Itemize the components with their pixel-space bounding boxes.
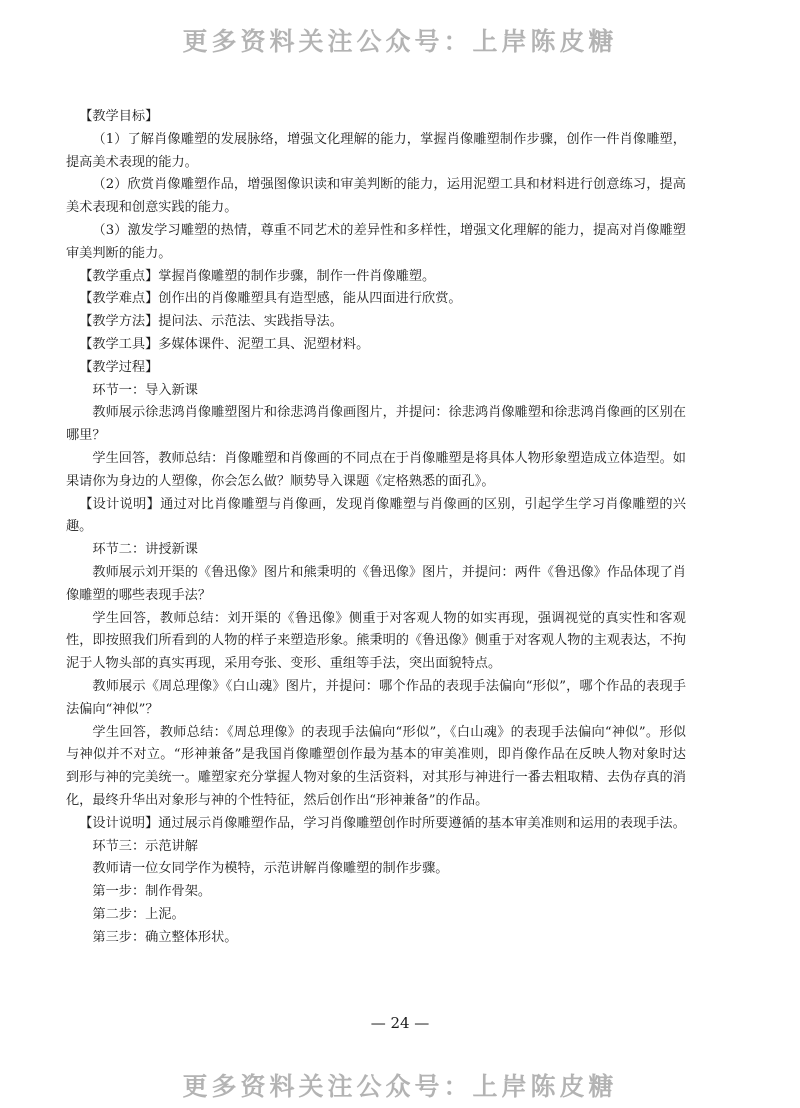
document-body — [66, 106, 686, 949]
paragraph: 学生回答，教师总结：肖像雕塑和肖像画的不同点在于肖像雕塑是将具体人物形象塑造成立体造型。如果请你为身边的人塑像，你会怎么做？顺势导入课题《定格熟悉的面孔》。 — [66, 450, 686, 489]
page-number: — 24 — — [370, 1014, 430, 1032]
paragraph: 教师展示《周总理像》《白山魂》图片，并提问：哪个作品的表现手法偏向“形似”，哪个作品的表现手法偏向“神似”？ — [66, 678, 686, 717]
difficulty: 【教学难点】创作出的肖像雕塑具有造型感，能从四面进行欣赏。 — [79, 291, 462, 307]
paragraph: 教师展示刘开渠的《鲁迅像》图片和熊秉明的《鲁迅像》图片，并提问：两件《鲁迅像》作品体现了肖像雕塑的哪些表现手法？ — [66, 564, 686, 603]
paragraph: 学生回答，教师总结：《周总理像》的表现手法偏向“形似”，《白山魂》的表现手法偏向“神似”。形似与神似并不对立。“形神兼备”是我国肖像雕塑创作最为基本的审美准则，即肖像作品在反映人物对象时达到形与神的完美统一。雕塑家充分掌握人物对象的生活资料，对其形与神进行一番去粗取精、去伪存真的消化，最终升华出对象形与神的个性特征，然后创作出“形神兼备”的作品。 — [66, 724, 686, 808]
heading-objectives: 【教学目标】 — [79, 109, 159, 124]
objective-1: （1）了解肖像雕塑的发展脉络，增强文化理解的能力，掌握肖像雕塑制作步骤，创作一件肖像雕塑，提高美术表现的能力。 — [66, 131, 686, 170]
methods: 【教学方法】提问法、示范法、实践指导法。 — [79, 314, 343, 330]
key-point: 【教学重点】掌握肖像雕塑的制作步骤，制作一件肖像雕塑。 — [79, 268, 436, 284]
step-2: 第二步：上泥。 — [92, 906, 185, 922]
paragraph: 教师请一位女同学作为模特，示范讲解肖像雕塑的制作步骤。 — [92, 861, 449, 877]
tools: 【教学工具】多媒体课件、泥塑工具、泥塑材料。 — [79, 336, 370, 352]
section-1-title: 环节一：导入新课 — [92, 382, 198, 398]
heading-process: 【教学过程】 — [79, 359, 159, 375]
watermark-bottom: 更多资料关注公众号：上岸陈皮糖 — [182, 1072, 618, 1101]
paragraph: 学生回答，教师总结：刘开渠的《鲁迅像》侧重于对客观人物的如实再现，强调视觉的真实性和客观性，即按照我们所看到的人物的样子来塑造形象。熊秉明的《鲁迅像》侧重于对客观人物的主观表达，不拘泥于人物头部的真实再现，采用夸张、变形、重组等手法，突出面貌特点。 — [66, 610, 686, 672]
watermark-top: 更多资料关注公众号：上岸陈皮糖 — [182, 27, 618, 56]
design-note-1: 【设计说明】通过对比肖像雕塑与肖像画，发现肖像雕塑与肖像画的区别，引起学生学习肖像雕塑的兴趣。 — [66, 496, 686, 535]
section-3-title: 环节三：示范讲解 — [92, 838, 198, 854]
step-3: 第三步：确立整体形状。 — [92, 929, 238, 945]
paragraph: 教师展示徐悲鸿肖像雕塑图片和徐悲鸿肖像画图片，并提问：徐悲鸿肖像雕塑和徐悲鸿肖像画的区别在哪里？ — [66, 405, 686, 444]
objective-2: （2）欣赏肖像雕塑作品，增强图像识读和审美判断的能力，运用泥塑工具和材料进行创意练习，提高美术表现和创意实践的能力。 — [66, 177, 686, 216]
section-2-title: 环节二：讲授新课 — [92, 542, 198, 558]
step-1: 第一步：制作骨架。 — [92, 884, 212, 900]
design-note-2: 【设计说明】通过展示肖像雕塑作品，学习肖像雕塑创作时所要遵循的基本审美准则和运用的表现手法。 — [79, 815, 686, 831]
objective-3: （3）激发学习雕塑的热情，尊重不同艺术的差异性和多样性，增强文化理解的能力，提高对肖像雕塑审美判断的能力。 — [66, 222, 686, 261]
